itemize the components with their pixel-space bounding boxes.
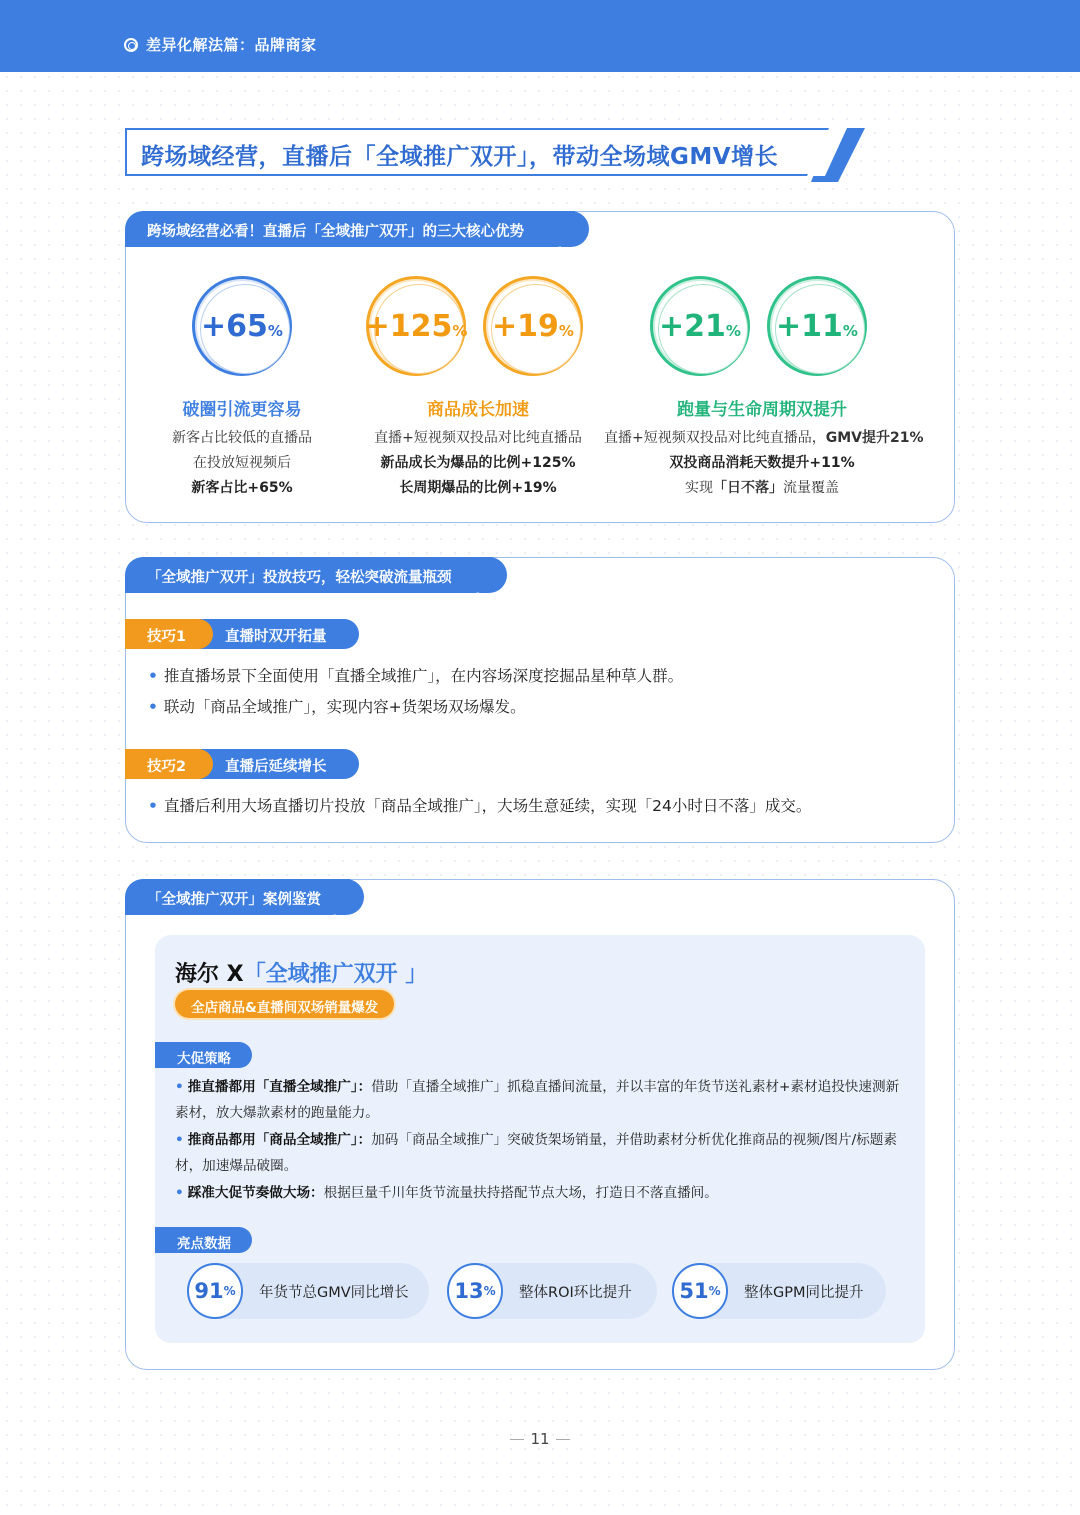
kpi-ring xyxy=(447,1263,503,1319)
kpi-ring xyxy=(672,1263,728,1319)
bullet-text: 推直播场景下全面使用「直播全域推广」，在内容场深度挖掘品星种草人群。 xyxy=(163,667,684,685)
stat-unit: % xyxy=(267,321,283,340)
strategy-bold: 踩准大促节奏做大场： xyxy=(187,1185,324,1201)
section-breadcrumb xyxy=(124,34,317,55)
strategy-tab: 大促策略 xyxy=(155,1042,252,1068)
target-ring-icon xyxy=(124,38,138,52)
tip-2-header xyxy=(125,749,359,779)
bullet-dot-icon: • xyxy=(175,1132,184,1148)
section-label: 差异化解法篇：品牌商家 xyxy=(146,36,317,54)
strategy-item xyxy=(175,1180,910,1206)
advantage-heading-volume: 跑量与生命周期双提升 xyxy=(677,400,847,420)
strategy-text: 根据巨量千川年货节流量扶持搭配节点大场，打造日不落直播间。 xyxy=(323,1185,718,1201)
kpi-label: 整体ROI环比提升 xyxy=(519,1285,632,1301)
advantage-line-part: 实现 xyxy=(685,480,713,496)
strategy-text: 加码「商品全域推广」突破货架场销量，并借助素材分析优化推商品的视频/图片/标题素材，加速爆品破圈。 xyxy=(175,1132,897,1174)
bullet-dot-icon: • xyxy=(175,1185,184,1201)
stat-circle-gmv xyxy=(650,276,750,376)
tip-1-title: 直播时双开拓量 xyxy=(225,629,327,645)
stat-value: +21 xyxy=(659,308,726,344)
stat-unit: % xyxy=(558,321,574,340)
kpi-value: 91 xyxy=(194,1279,224,1303)
advantage-line: 新品成长为爆品的比例+125% xyxy=(380,455,576,471)
tip-2-bullet xyxy=(148,794,811,816)
advantage-line: 直播+短视频双投品对比纯直播品 xyxy=(374,430,582,446)
stat-value: +19 xyxy=(492,308,559,344)
page-dash-left xyxy=(510,1439,524,1440)
advantage-line: 双投商品消耗天数提升+11% xyxy=(669,455,855,471)
advantages-card xyxy=(125,211,955,523)
advantage-line-bold: GMV提升21% xyxy=(825,430,924,446)
tip-1-header xyxy=(125,619,359,649)
main-title-banner xyxy=(125,128,865,180)
kpi-roi xyxy=(447,1263,657,1319)
kpi-ring xyxy=(187,1263,243,1319)
advantage-heading-reach: 破圈引流更容易 xyxy=(182,400,302,420)
main-title: 跨场域经营，直播后「全域推广双开」，带动全场域GMV增长 xyxy=(141,144,779,170)
kpi-unit: % xyxy=(708,1284,721,1298)
advantage-line-bold: 「日不落」 xyxy=(713,480,783,496)
kpi-value: 13 xyxy=(454,1279,484,1303)
case-brand: 海尔 X xyxy=(175,962,244,987)
kpi-value: 51 xyxy=(679,1279,709,1303)
advantage-line: 新客占比+65% xyxy=(191,480,293,496)
kpi-label: 年货节总GMV同比增长 xyxy=(259,1285,409,1301)
stat-circle-new-customers xyxy=(192,276,292,376)
strategy-bold: 推商品都用「商品全域推广」： xyxy=(187,1132,372,1148)
case-subtitle-badge: 全店商品&直播间双场销量爆发 xyxy=(175,990,394,1018)
stat-value: +125 xyxy=(364,308,453,344)
stat-value: +11 xyxy=(776,308,843,344)
case-highlight: 「全域推广双开 」 xyxy=(243,962,428,987)
tip-2-title: 直播后延续增长 xyxy=(225,759,327,775)
advantage-line: 在投放短视频后 xyxy=(193,455,291,471)
case-title xyxy=(175,957,427,988)
tip-1-tag: 技巧1 xyxy=(125,619,213,649)
tip-2-tag: 技巧2 xyxy=(125,749,213,779)
page-number xyxy=(0,1430,1080,1448)
advantages-tab: 跨场域经营必看！直播后「全域推广双开」的三大核心优势 xyxy=(125,211,575,247)
kpi-gpm xyxy=(672,1263,886,1319)
kpi-unit: % xyxy=(223,1284,236,1298)
advantage-line-part: 直播+短视频双投品对比纯直播品， xyxy=(604,430,826,446)
strategy-item xyxy=(175,1127,910,1179)
top-header-bar xyxy=(0,0,1080,72)
advantage-heading-growth: 商品成长加速 xyxy=(427,400,529,420)
tip-1-bullet xyxy=(148,664,683,686)
page-number-value: 11 xyxy=(530,1430,550,1448)
advantage-line-gmv xyxy=(604,427,924,447)
stat-unit: % xyxy=(842,321,858,340)
kpi-label: 整体GPM同比提升 xyxy=(744,1285,864,1301)
tips-tab: 「全域推广双开」投放技巧，轻松突破流量瓶颈 xyxy=(125,557,493,593)
stat-unit: % xyxy=(452,321,468,340)
stat-circle-hit-products xyxy=(366,276,466,376)
bullet-dot-icon: • xyxy=(148,698,158,716)
tip-1-bullet xyxy=(148,695,526,717)
case-card xyxy=(125,879,955,1370)
bullet-dot-icon: • xyxy=(175,1079,184,1095)
stat-circle-long-cycle xyxy=(483,276,583,376)
bullet-dot-icon: • xyxy=(148,797,158,815)
tips-card xyxy=(125,557,955,843)
kpi-gmv xyxy=(187,1263,429,1319)
case-tab: 「全域推广双开」案例鉴赏 xyxy=(125,879,350,915)
advantage-line-part: 流量覆盖 xyxy=(783,480,839,496)
advantage-line-coverage xyxy=(604,477,920,497)
data-tab: 亮点数据 xyxy=(155,1227,252,1253)
bullet-dot-icon: • xyxy=(148,667,158,685)
stat-unit: % xyxy=(725,321,741,340)
case-panel xyxy=(155,935,925,1343)
strategy-item xyxy=(175,1074,910,1126)
stat-value: +65 xyxy=(201,308,268,344)
strategy-text: 借助「直播全域推广」抓稳直播间流量，并以丰富的年货节送礼素材+素材追投快速测新素材，放大爆款素材的跑量能力。 xyxy=(175,1079,900,1121)
advantage-line: 长周期爆品的比例+19% xyxy=(399,480,557,496)
strategy-bold: 推直播都用「直播全域推广」： xyxy=(187,1079,372,1095)
advantage-line: 新客占比较低的直播品 xyxy=(172,430,312,446)
stat-circle-consume-days xyxy=(767,276,867,376)
bullet-text: 直播后利用大场直播切片投放「商品全域推广」，大场生意延续，实现「24小时日不落」成交。 xyxy=(163,797,812,815)
bullet-text: 联动「商品全域推广」，实现内容+货架场双场爆发。 xyxy=(163,698,526,716)
kpi-unit: % xyxy=(483,1284,496,1298)
page-dash-right xyxy=(556,1439,570,1440)
